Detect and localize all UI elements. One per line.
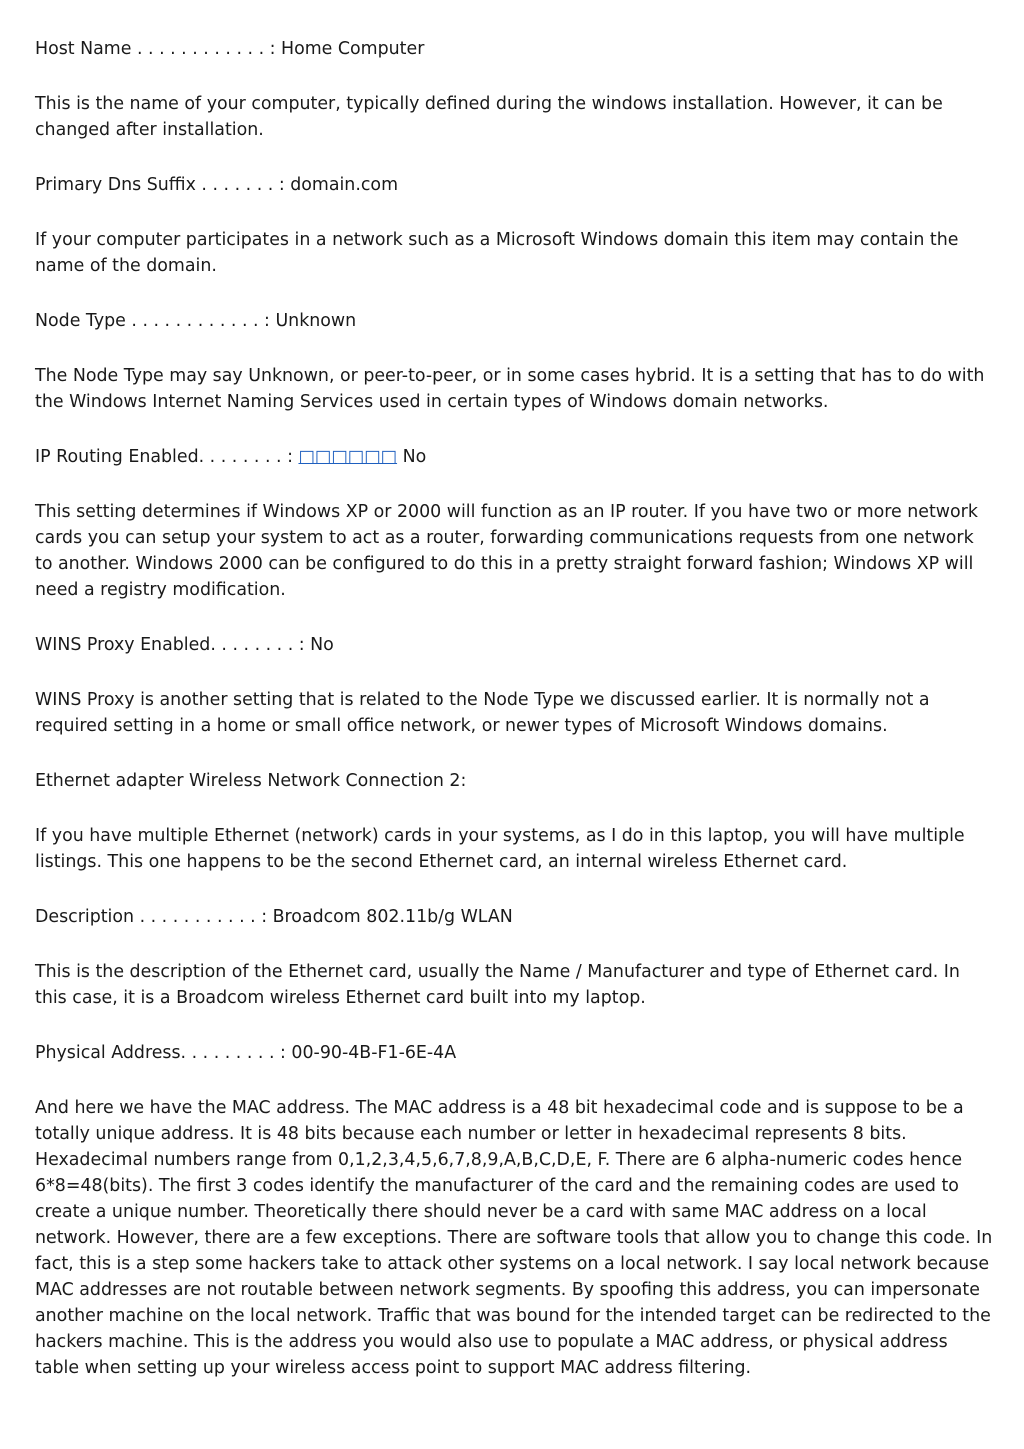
document-body xyxy=(35,36,995,1410)
description-description: This is the description of the Ethernet card, usually the Name / Manufacturer and type of Ethernet card. In this case, it is a Broadcom wireless Ethernet card built into my laptop. xyxy=(35,962,960,1008)
host-name-line: Host Name . . . . . . . . . . . . : Home Computer xyxy=(35,39,425,59)
node-type-description: The Node Type may say Unknown, or peer-to-peer, or in some cases hybrid. It is a setting that has to do with the Windows Internet Naming Services used in certain types of Windows domain networks. xyxy=(35,366,985,412)
ip-routing-description: This setting determines if Windows XP or 2000 will function as an IP router. If you have two or more network cards you can setup your system to act as a router, forwarding communications requests from one network to another. Windows 2000 can be configured to do this in a pretty straight forward fashion; Windows XP will need a registry modification. xyxy=(35,502,978,600)
wins-proxy-description: WINS Proxy is another setting that is related to the Node Type we discussed earlier. It is normally not a required setting in a home or small office network, or newer types of Microsoft Windows domains. xyxy=(35,690,930,736)
ip-routing-value: No xyxy=(402,447,427,467)
ip-routing-line xyxy=(35,444,995,470)
host-name-description: This is the name of your computer, typically defined during the windows installation. However, it can be changed after installation. xyxy=(35,94,943,140)
physical-address-line: Physical Address. . . . . . . . . : 00-90-4B-F1-6E-4A xyxy=(35,1043,457,1063)
description-line: Description . . . . . . . . . . . : Broadcom 802.11b/g WLAN xyxy=(35,907,513,927)
dns-suffix-description: If your computer participates in a network such as a Microsoft Windows domain this item may contain the name of the domain. xyxy=(35,230,959,276)
ip-routing-label: IP Routing Enabled. . . . . . . . : xyxy=(35,447,293,467)
ip-routing-link[interactable]: □□□□□□ xyxy=(298,447,398,467)
adapter-description: If you have multiple Ethernet (network) cards in your systems, as I do in this laptop, you will have multiple listings. This one happens to be the second Ethernet card, an internal wireless Ethernet card. xyxy=(35,826,965,872)
adapter-heading: Ethernet adapter Wireless Network Connection 2: xyxy=(35,771,467,791)
dns-suffix-line: Primary Dns Suffix . . . . . . . : domain.com xyxy=(35,175,399,195)
physical-address-description: And here we have the MAC address. The MAC address is a 48 bit hexadecimal code and is suppose to be a totally unique address. It is 48 bits because each number or letter in hexadecimal represents 8 bits. Hexadecimal numbers range from 0,1,2,3,4,5,6,7,8,9,A,B,C,D,E, F. There are 6 alpha-numeric codes hence 6*8=48(bits). The first 3 codes identify the manufacturer of the card and the remaining codes are used to create a unique number. Theoretically there should never be a card with same MAC address on a local network. However, there are a few exceptions. There are software tools that allow you to change this code. In fact, this is a step some hackers take to attack other systems on a local network. I say local network because MAC addresses are not routable between network segments. By spoofing this address, you can impersonate another machine on the local network. Traffic that was bound for the intended target can be redirected to the hackers machine. This is the address you would also use to populate a MAC address, or physical address table when setting up your wireless access point to support MAC address filtering. xyxy=(35,1098,993,1378)
node-type-line: Node Type . . . . . . . . . . . . : Unknown xyxy=(35,311,357,331)
wins-proxy-line: WINS Proxy Enabled. . . . . . . . : No xyxy=(35,635,334,655)
